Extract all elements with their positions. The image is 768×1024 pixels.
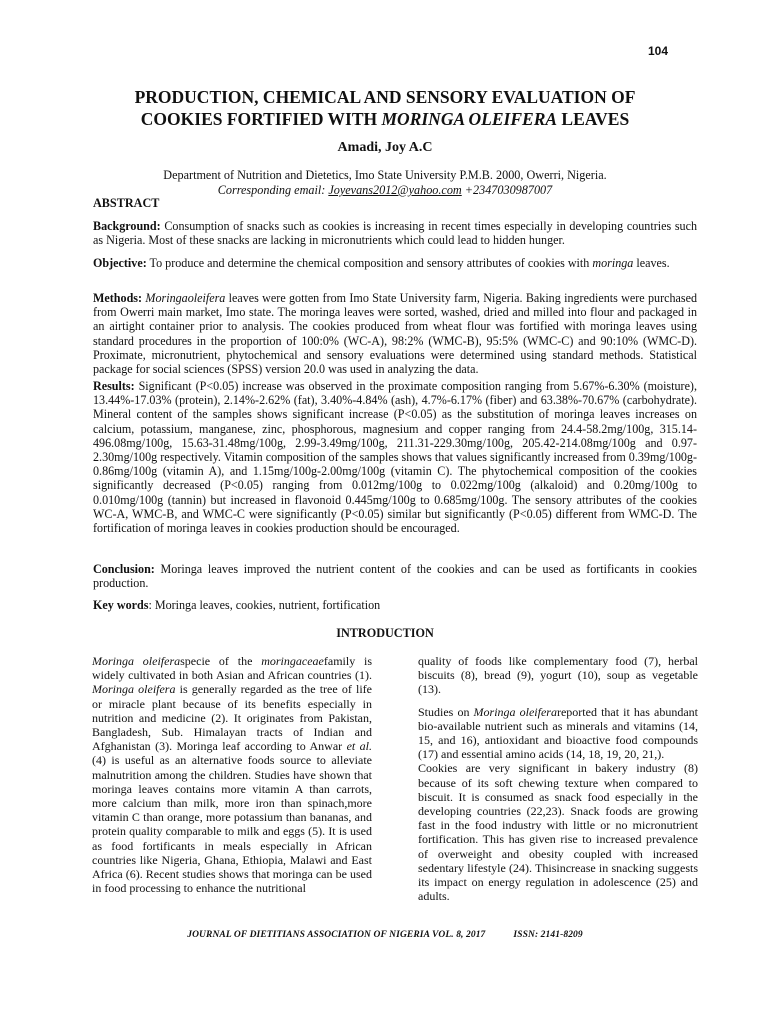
et-al: et al.	[346, 739, 372, 754]
introduction-heading: INTRODUCTION	[336, 626, 434, 640]
conclusion-text: Moringa leaves improved the nutrient content of the cookies and can be used as fortificants in cookies production.	[93, 562, 697, 591]
intro-right-column	[418, 654, 698, 903]
title-line-2	[80, 108, 690, 130]
objective-italic: moringa	[592, 256, 634, 270]
species-name: Moringa oleifera	[92, 654, 181, 668]
intro-text: specie of the	[180, 654, 262, 668]
intro-text: (4) is useful as an alternative foods source to alleviate malnutrition among the children. Studies have shown that moringa leaves contains more vitamin A than carrots, more calcium than milk, more iron than spinach,more vitamin C than orange, more potassium than bananas, and protein quality comparable to milk and eggs (5). It is used as food fortificants in meals especially in African countries like Nigeria, Ghana, Ethiopia, Malawi and East Africa (6). Recent studies shows that moringa can be used in food processing to enhance the nutritional	[92, 753, 372, 896]
title-line-2-post: LEAVES	[557, 109, 630, 129]
journal-name: JOURNAL OF DIETITIANS ASSOCIATION OF NIGERIA VOL. 8, 2017	[187, 930, 486, 940]
methods-italic: Moringaoleifera	[145, 291, 226, 305]
title-line-2-italic: MORINGA OLEIFERA	[381, 109, 558, 129]
author: Amadi, Joy A.C	[337, 140, 433, 155]
objective-text-end: leaves.	[633, 256, 670, 270]
abstract-heading: ABSTRACT	[93, 196, 160, 210]
page-number: 104	[647, 44, 668, 58]
affiliation	[80, 168, 690, 198]
objective-label: Objective:	[93, 256, 147, 270]
objective-text: To produce and determine the chemical composition and sensory attributes of cookies with	[146, 256, 593, 270]
results-text: Significant (P<0.05) increase was observed in the proximate composition ranging from 5.67%-6.30% (moisture), 13.44%-17.03% (protein), 2.14%-2.62% (fat), 3.40%-4.84% (ash), 4.7%-6.17% (fiber) and 63.38%-70.67% (carbohydrate). Mineral content of the samples shows significant increase (P<0.05) as the substitution of moringa leaves increases on calcium, potassium, manganese, zinc, phosphorous, magnesium and copper ranging from 24.4-58.2mg/100g, 315.14-496.08mg/100g, 15.63-31.48mg/100g, 2.99-3.49mg/100g, 211.31-229.30mg/100g, 205.42-214.08mg/100g and 0.97- 2.30mg/100g respectively. Vitamin composition of the samples shows that values significantly increased from 0.39mg/100g-0.86mg/100g (vitamin A), and 1.15mg/100g-2.00mg/100g (vitamin C). The phytochemical composition of the cookies significantly decreased (P<0.05) ranging from 0.012mg/100g to 0.022mg/100g (alkaloid) and 0.20mg/100g to 0.010mg/100g (tannin) but increased in flavonoid 0.445mg/100g to 0.685mg/100g. The sensory attributes of the cookies WC-A, WMC-B, and WMC-C were significantly (P<0.05) similar but significantly (P<0.05) different from WMC-D. The fortification of moringa leaves in cookies production should be encouraged.	[93, 379, 697, 536]
results-label: Results:	[93, 379, 135, 393]
keywords-label: Key words	[93, 598, 149, 612]
article-title	[80, 86, 690, 130]
background-label: Background:	[93, 219, 161, 233]
conclusion-label: Conclusion:	[93, 562, 155, 576]
email-label: Corresponding email:	[217, 183, 329, 197]
journal-footer	[80, 930, 690, 940]
intro-text: is generally regarded as the tree of life or miracle plant because of its benefits especially in nutrition and medicine (2). It originates from Pakistan, Bangladesh, Sub. Himalayan tracts of Indian and Afghanistan (3). Moringa leaf according to Anwar	[92, 682, 372, 754]
abstract-background	[93, 219, 697, 247]
phone: +2347030987007	[461, 183, 553, 197]
abstract-results	[93, 379, 697, 535]
family-name: moringaceae	[261, 654, 324, 668]
methods-label: Methods:	[93, 291, 143, 305]
issn: ISSN: 2141-8209	[513, 930, 583, 940]
intro-paragraph: Cookies are very significant in bakery industry (8) because of its soft chewing texture when compared to biscuit. It is consumed as snack food especially in the developing countries (22,23). Snack foods are growing fast in the food industry with little or no micronutrient fortification. This has given rise to increased prevalence of overweight and obesity coupled with increased sedentary lifestyle (24). Thisincrease in snacking suggests its impact on energy regulation in adolescence (25) and adults.	[418, 761, 698, 904]
abstract-methods	[93, 291, 697, 376]
methods-text: leaves were gotten from Imo State University farm, Nigeria. Baking ingredients were purchased from Owerri main market, Imo state. The moringa leaves were sorted, washed, dried and milled into flour and packaged in an airtight container prior to analysis. The cookies produced from wheat flour was fortified with moringa leaves using standard procedures in the proportion of 100:0% (WC-A), 98:2% (WMC-B), 95:5% (WMC-C) and 90:10% (WMC-D). Proximate, micronutrient, phytochemical and sensory evaluations were determined using standard methods. Statistical package for social sciences (SPSS) version 20.0 was used in analyzing the data.	[93, 291, 697, 377]
email-link[interactable]: Joyevans2012@yahoo.com	[328, 183, 462, 197]
title-line-2-pre: COOKIES FORTIFIED WITH	[140, 109, 382, 129]
intro-left-column	[92, 654, 372, 895]
keywords	[93, 598, 697, 612]
contact-line	[80, 183, 690, 198]
species-name: Moringa oleifera	[473, 704, 557, 719]
intro-paragraph: quality of foods like complementary food (7), herbal biscuits (8), bread (9), yogurt (10), soup as vegetable (13).	[418, 654, 698, 697]
abstract-objective	[93, 256, 697, 270]
intro-paragraph	[92, 654, 372, 895]
species-name: Moringa oleifera	[92, 682, 176, 697]
department: Department of Nutrition and Dietetics, Imo State University P.M.B. 2000, Owerri, Nigeria.	[163, 168, 607, 182]
intro-text: reported that it has abundant bio-available nutrient such as minerals and vitamins (14, 15, and 16), antioxidant and bioactive food compounds (17) and essential amino acids (14, 18, 19, 20, 21,).	[418, 704, 699, 762]
intro-text: Studies on	[418, 704, 474, 719]
background-text: Consumption of snacks such as cookies is increasing in recent times especially in developing countries such as Nigeria. Most of these snacks are lacking in micronutrients which could lead to hidden hunger.	[93, 219, 697, 248]
intro-text: family is widely cultivated in both Asian and African countries (1).	[92, 654, 373, 683]
title-line-1: PRODUCTION, CHEMICAL AND SENSORY EVALUATION OF	[134, 87, 636, 107]
intro-paragraph	[418, 705, 698, 762]
keywords-text: : Moringa leaves, cookies, nutrient, fortification	[148, 598, 381, 612]
abstract-conclusion	[93, 562, 697, 590]
